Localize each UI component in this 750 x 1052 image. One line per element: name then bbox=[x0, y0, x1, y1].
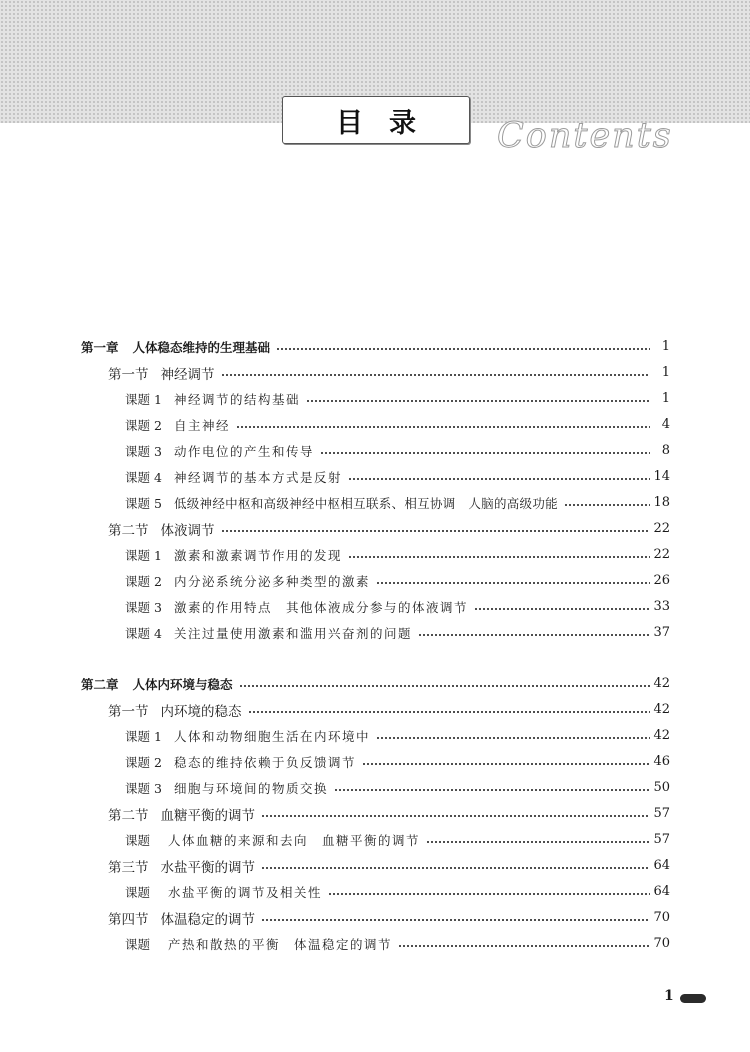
topic-number: 课题 2 bbox=[125, 574, 162, 589]
topic-number: 课题 bbox=[125, 833, 151, 848]
topic-title: 关注过量使用激素和滥用兴奋剂的问题 bbox=[173, 626, 412, 641]
page-number: 1 bbox=[661, 365, 670, 380]
page-number: 33 bbox=[653, 599, 670, 614]
dot-leader bbox=[564, 504, 650, 506]
dot-leader bbox=[348, 478, 650, 480]
page-number: 57 bbox=[653, 806, 670, 821]
toc-topic[interactable] bbox=[0, 622, 750, 644]
toc-section[interactable] bbox=[0, 855, 750, 877]
page-number: 50 bbox=[653, 780, 670, 795]
toc-topic[interactable] bbox=[0, 829, 750, 851]
topic-number: 课题 5 bbox=[125, 496, 162, 511]
topic-title: 激素的作用特点 其他体液成分参与的体液调节 bbox=[173, 600, 468, 615]
dot-leader bbox=[261, 919, 650, 921]
topic-title: 产热和散热的平衡 体温稳定的调节 bbox=[168, 937, 393, 952]
toc-topic[interactable] bbox=[0, 596, 750, 618]
dot-leader bbox=[320, 452, 650, 454]
topic-title: 动作电位的产生和传导 bbox=[173, 444, 314, 459]
toc-section[interactable] bbox=[0, 907, 750, 929]
toc-topic[interactable] bbox=[0, 881, 750, 903]
section-number: 第一节 bbox=[108, 367, 149, 383]
dot-leader bbox=[376, 582, 650, 584]
chapter-number: 第二章 bbox=[81, 677, 119, 692]
toc-chapter[interactable] bbox=[0, 673, 750, 695]
chapter-number: 第一章 bbox=[81, 340, 119, 355]
page-number: 64 bbox=[653, 858, 670, 873]
section-title: 体温稳定的调节 bbox=[160, 912, 255, 928]
toc-section[interactable] bbox=[0, 518, 750, 540]
toc-topic[interactable] bbox=[0, 725, 750, 747]
dot-leader bbox=[328, 893, 650, 895]
topic-number: 课题 4 bbox=[125, 626, 162, 641]
topic-number: 课题 bbox=[125, 885, 151, 900]
topic-title: 内分泌系统分泌多种类型的激素 bbox=[173, 574, 370, 589]
page-number: 22 bbox=[653, 521, 670, 536]
dot-leader bbox=[376, 737, 650, 739]
page-number: 1 bbox=[661, 339, 670, 354]
dot-leader bbox=[474, 608, 650, 610]
page-number: 4 bbox=[661, 417, 670, 432]
toc-topic[interactable] bbox=[0, 933, 750, 955]
toc-section[interactable] bbox=[0, 803, 750, 825]
topic-number: 课题 1 bbox=[125, 548, 162, 563]
dot-leader bbox=[261, 815, 650, 817]
page-number: 18 bbox=[653, 495, 670, 510]
section-number: 第三节 bbox=[108, 860, 149, 876]
chapter-title: 人体内环境与稳态 bbox=[132, 677, 233, 692]
topic-title: 神经调节的基本方式是反射 bbox=[173, 470, 342, 485]
topic-number: 课题 bbox=[125, 937, 151, 952]
dot-leader bbox=[418, 634, 650, 636]
section-title: 体液调节 bbox=[160, 523, 215, 539]
page-number: 14 bbox=[653, 469, 670, 484]
dot-leader bbox=[306, 400, 650, 402]
page-number: 46 bbox=[653, 754, 670, 769]
page-number: 70 bbox=[653, 936, 670, 951]
toc-topic[interactable] bbox=[0, 751, 750, 773]
toc-topic[interactable] bbox=[0, 388, 750, 410]
topic-number: 课题 1 bbox=[125, 392, 162, 407]
section-title: 血糖平衡的调节 bbox=[160, 808, 255, 824]
page-tab-marker bbox=[680, 994, 706, 1003]
topic-number: 课题 2 bbox=[125, 755, 162, 770]
topic-title: 激素和激素调节作用的发现 bbox=[173, 548, 342, 563]
section-title: 神经调节 bbox=[160, 367, 215, 383]
page-number: 26 bbox=[653, 573, 670, 588]
page-number: 57 bbox=[653, 832, 670, 847]
toc-section[interactable] bbox=[0, 362, 750, 384]
page-number: 64 bbox=[653, 884, 670, 899]
page-number: 42 bbox=[653, 728, 670, 743]
topic-title: 自主神经 bbox=[173, 418, 230, 433]
dot-leader bbox=[276, 348, 650, 350]
page-number: 8 bbox=[661, 443, 670, 458]
section-number: 第二节 bbox=[108, 523, 149, 539]
dot-leader bbox=[398, 945, 650, 947]
footer-page-number: 1 bbox=[664, 988, 674, 1004]
page-number: 42 bbox=[653, 676, 670, 691]
topic-number: 课题 3 bbox=[125, 781, 162, 796]
page-number: 70 bbox=[653, 910, 670, 925]
dot-leader bbox=[362, 763, 650, 765]
dot-leader bbox=[221, 374, 651, 376]
section-number: 第四节 bbox=[108, 912, 149, 928]
dot-leader bbox=[248, 711, 651, 713]
section-title: 水盐平衡的调节 bbox=[160, 860, 255, 876]
dot-leader bbox=[334, 789, 650, 791]
toc-chapter[interactable] bbox=[0, 336, 750, 358]
page-number: 1 bbox=[661, 391, 670, 406]
topic-number: 课题 4 bbox=[125, 470, 162, 485]
dot-leader bbox=[236, 426, 650, 428]
topic-number: 课题 3 bbox=[125, 600, 162, 615]
dot-leader bbox=[426, 841, 650, 843]
section-title: 内环境的稳态 bbox=[160, 704, 242, 720]
section-number: 第二节 bbox=[108, 808, 149, 824]
page-title: 目录 bbox=[336, 107, 442, 139]
topic-title: 人体血糖的来源和去向 血糖平衡的调节 bbox=[168, 833, 421, 848]
topic-number: 课题 2 bbox=[125, 418, 162, 433]
topic-title: 人体和动物细胞生活在内环境中 bbox=[173, 729, 370, 744]
toc-topic[interactable] bbox=[0, 414, 750, 436]
toc-topic[interactable] bbox=[0, 492, 750, 514]
topic-title: 稳态的维持依赖于负反馈调节 bbox=[173, 755, 356, 770]
topic-title: 低级神经中枢和高级神经中枢相互联系、相互协调 人脑的高级功能 bbox=[173, 496, 558, 511]
toc-topic[interactable] bbox=[0, 570, 750, 592]
topic-title: 神经调节的结构基础 bbox=[173, 392, 300, 407]
contents-watermark: Contents bbox=[497, 116, 673, 156]
dot-leader bbox=[261, 867, 650, 869]
page-number: 42 bbox=[653, 702, 670, 717]
dot-leader bbox=[348, 556, 650, 558]
toc-section[interactable] bbox=[0, 699, 750, 721]
toc-topic[interactable] bbox=[0, 466, 750, 488]
toc-topic[interactable] bbox=[0, 777, 750, 799]
topic-title: 水盐平衡的调节及相关性 bbox=[168, 885, 323, 900]
chapter-title: 人体稳态维持的生理基础 bbox=[132, 340, 271, 355]
page-number: 22 bbox=[653, 547, 670, 562]
section-number: 第一节 bbox=[108, 704, 149, 720]
toc-topic[interactable] bbox=[0, 544, 750, 566]
dot-leader bbox=[239, 685, 650, 687]
topic-number: 课题 1 bbox=[125, 729, 162, 744]
toc-topic[interactable] bbox=[0, 440, 750, 462]
page-number: 37 bbox=[653, 625, 670, 640]
dot-leader bbox=[221, 530, 651, 532]
topic-title: 细胞与环境间的物质交换 bbox=[173, 781, 328, 796]
topic-number: 课题 3 bbox=[125, 444, 162, 459]
